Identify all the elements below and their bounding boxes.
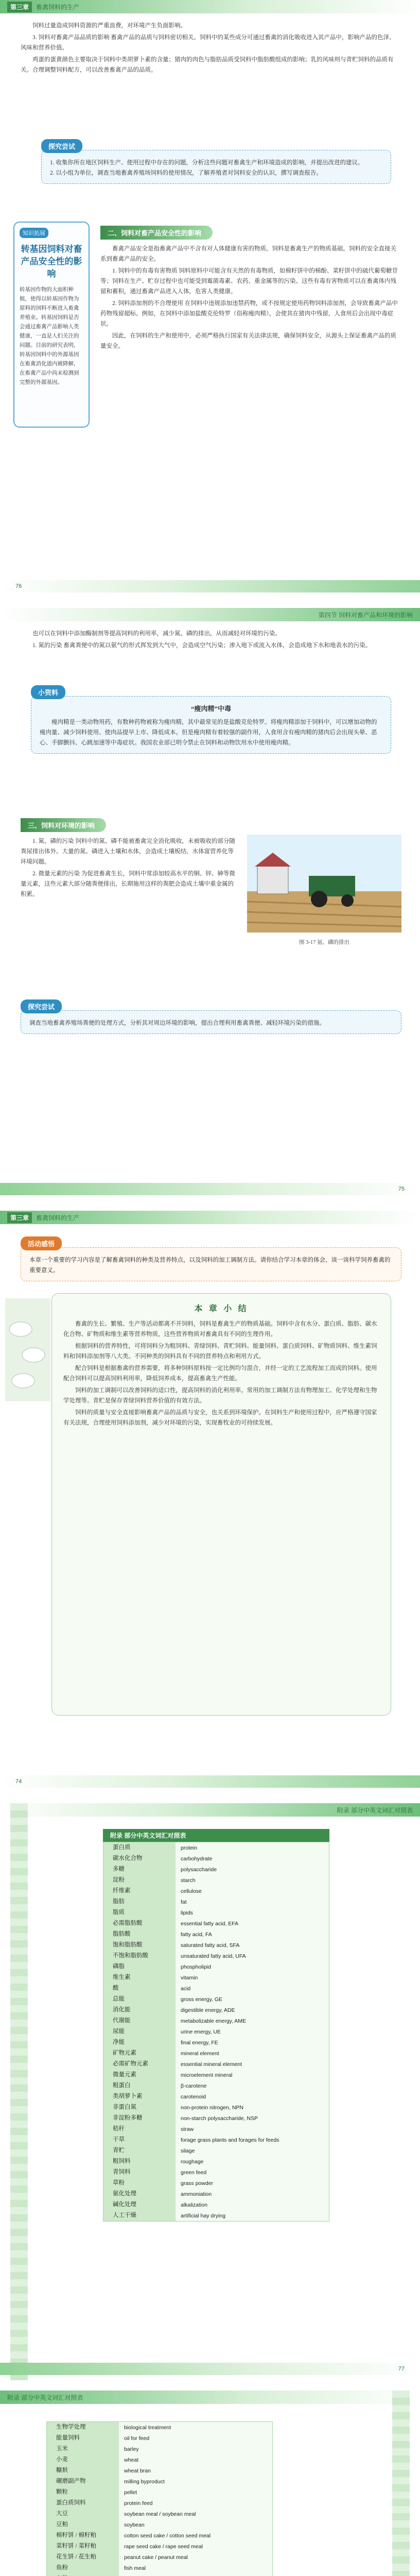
- figure-caption: 图 3-17 氨、磷的排出: [299, 940, 349, 945]
- glossary-term-en: metabolizable energy, AME: [181, 2018, 247, 2024]
- paragraph: 也可以在饲料中添加酶制剂等提高饲料的利用率，减少氮、磷的排出，从而减轻对环境的污染。: [32, 631, 281, 637]
- glossary-term-zh: 草粉: [103, 2178, 176, 2189]
- glossary-row: [103, 2199, 329, 2210]
- paragraph: 1. 氮、磷的污染 饲料中的氮、磷不能被畜禽完全消化吸收，未被吸收的部分随粪尿排出体外。大量的氮、磷进入土壤和水体，会造成土壤板结、水体富营养化等环境问题。: [21, 838, 235, 865]
- glossary-row: [103, 1940, 329, 1951]
- small-info-subtitle: “瘦肉精”中毒: [190, 705, 231, 713]
- summary-box: [51, 1293, 391, 1716]
- glossary-term-en: protein: [181, 1844, 198, 1851]
- glossary-term-zh: 脂质: [103, 1907, 176, 1918]
- section-header: 第四节 饲料对畜产品和环境的影响: [318, 611, 413, 619]
- figure: [247, 835, 401, 948]
- glossary-row: [47, 2498, 272, 2509]
- glossary-term-zh: 淀粉: [103, 1875, 176, 1886]
- glossary-row: [103, 2124, 329, 2134]
- glossary-term-zh: 代谢能: [103, 2015, 176, 2026]
- glossary-term-zh: 粗饲料: [103, 2156, 176, 2167]
- glossary-term-zh: 微量元素: [103, 2070, 176, 2080]
- glossary-row: [103, 2178, 329, 2189]
- small-info-text: 瘦肉精是一类动物用药，有数种药物被称为瘦肉精，其中最常见的是盐酸克伦特罗。将瘦肉精添加于饲料中，可以增加动物的瘦肉量、减少饲料使用、使肉品提早上市、降低成本。但是瘦肉精有着较强的副作用，人食用含有瘦肉精的猪肉后会出现头晕、恶心、手脚颤抖、心跳加速等中毒症状。我国农业部已明令禁止在饲料和动物饮用水中使用瘦肉精。: [40, 719, 377, 746]
- appendix-header: 附录 部分中英文词汇对照表: [7, 2394, 83, 2401]
- page-header: [0, 608, 420, 621]
- glossary-row: [103, 2134, 329, 2145]
- glossary-term-en: cellulose: [181, 1888, 202, 1894]
- glossary-row: [103, 2048, 329, 2059]
- glossary-term-en: fish meal: [124, 2565, 146, 2571]
- sidebar-text: 转基因作物的大面积种植，使得以转基因作物为原料的饲料不断进入畜禽养殖业。转基因饲料是否会通过畜禽产品影响人类健康，一直是人们关注的问题。目前的研究表明，转基因饲料中的外源基因在畜禽消化道内被降解，在畜禽产品中尚未检测到完整的外源基因。: [20, 287, 79, 385]
- glossary-term-en: roughage: [181, 2158, 204, 2165]
- page-header: [0, 1803, 420, 1817]
- glossary-table: [46, 2421, 273, 2576]
- small-info-box: [31, 685, 391, 754]
- glossary-term-zh: 酸: [103, 1983, 176, 1994]
- glossary-row: [103, 1907, 329, 1918]
- glossary-row: [103, 1918, 329, 1929]
- glossary-term-zh: 净能: [103, 2037, 176, 2048]
- paragraph: 鸡蛋的蛋黄颜色主要取决于饲料中类胡萝卜素的含量；猪肉的肉色与脂肪品质受饲料中脂肪酸组成的影响；乳的风味则与青贮饲料的品质有关。合理调整饲料配方，可以改善畜禽产品的品质。: [21, 57, 394, 73]
- activity-text: 本章一个重要的学习内容是了解畜禽饲料的种类及营养特点，以及饲料的加工调制方法。请你结合学习本章的体会，谈一谈科学饲养畜禽的重要意义。: [21, 1247, 401, 1281]
- inquiry-text: 1. 收集你所在地区饲料生产、使用过程中存在的问题，分析这些问题对畜禽生产和环境造成的影响，并提出改进的建议。 2. 以小组为单位，调查当地畜禽养殖场饲料的使用情况，了解养殖者对饲料安全的认识，撰写调查报告。: [41, 150, 391, 184]
- glossary-row: [103, 1961, 329, 1972]
- glossary-term-zh: 豆粕: [47, 2519, 119, 2530]
- glossary-term-zh: 颗粒: [47, 2487, 119, 2498]
- glossary-term-zh: 必需矿物元素: [103, 2059, 176, 2070]
- glossary-row: [103, 1896, 329, 1907]
- glossary-row: [103, 2102, 329, 2113]
- page-header: [0, 2391, 420, 2404]
- chapter-title: 畜禽饲料的生产: [36, 3, 80, 11]
- glossary-term-en: non-protein nitrogen, NPN: [181, 2104, 243, 2111]
- glossary-term-zh: 消化能: [103, 2005, 176, 2015]
- glossary-term-zh: 干草: [103, 2134, 176, 2145]
- summary-paragraph: 饲料的质量与安全直接影响畜禽产品的品质与安全，也关系到环境保护。在饲料生产和使用过程中，应严格遵守国家有关法规，合理使用饲料添加剂，减少对环境的污染，实现畜牧业的可持续发展。: [63, 1410, 377, 1426]
- glossary-term-zh: [47, 2573, 119, 2576]
- glossary-term-zh: 棉籽饼 / 棉籽粕: [47, 2530, 119, 2541]
- glossary-row: [103, 1972, 329, 1983]
- glossary-term-zh: 非淀粉多糖: [103, 2113, 176, 2124]
- glossary-row: [103, 2026, 329, 2037]
- glossary-row: [103, 2113, 329, 2124]
- glossary-term-zh: 生物学处理: [47, 2422, 119, 2433]
- activity-title: 活动感悟: [21, 1236, 62, 1250]
- glossary-term-zh: 人工干燥: [103, 2210, 176, 2221]
- glossary-term-en: essential fatty acid, EFA: [181, 1920, 239, 1927]
- glossary-table: [103, 1842, 329, 2222]
- paragraph: 3. 饲料对畜禽产品品质的影响 畜禽产品的品质与饲料密切相关。饲料中的某些成分可通过畜禽的消化吸收进入其产品中，影响产品的色泽、风味和营养价值。: [21, 35, 395, 51]
- page-2: [0, 608, 420, 1200]
- glossary-term-zh: 能量饲料: [47, 2433, 119, 2444]
- glossary-term-en: mineral element: [181, 2050, 219, 2057]
- glossary-term-en: soybean meal / soybean meal: [124, 2511, 196, 2517]
- glossary-term-en: lipids: [181, 1909, 193, 1916]
- glossary-row: [47, 2530, 272, 2541]
- glossary-term-en: urine energy, UE: [181, 2028, 221, 2035]
- glossary-term-zh: 尿能: [103, 2026, 176, 2037]
- glossary-term-zh: 矿物元素: [103, 2048, 176, 2059]
- glossary-term-en: microelement mineral: [181, 2072, 233, 2078]
- glossary-term-en: green feed: [181, 2169, 207, 2176]
- glossary-row: [103, 1929, 329, 1940]
- glossary-term-en: pellet: [124, 2489, 137, 2496]
- farm-illustration: [247, 835, 401, 933]
- glossary-row: [47, 2433, 272, 2444]
- inquiry-title: 探究尝试: [41, 139, 82, 153]
- page-5: [0, 2391, 420, 2576]
- glossary-term-en: starch: [181, 1877, 196, 1884]
- glossary-row: [47, 2563, 272, 2573]
- glossary-row: [103, 2070, 329, 2080]
- glossary-term-en: grass powder: [181, 2180, 214, 2187]
- summary-paragraph: 根据饲料的营养特性，可将饲料分为粗饲料、青绿饲料、青贮饲料、能量饲料、蛋白质饲料、矿物质饲料、维生素饲料和饲料添加剂等八大类。不同种类的饲料具有不同的营养特点和利用方式。: [63, 1343, 377, 1360]
- sidebar-label: 知识拓展: [20, 228, 48, 238]
- glossary-term-zh: 碳水化合物: [103, 1853, 176, 1864]
- glossary-row: [103, 2037, 329, 2048]
- paragraph: 2. 微量元素的污染 为促进畜禽生长，饲料中常添加较高水平的铜、锌、砷等微量元素，这些元素大部分随粪便排出，长期施用这样的粪肥会造成土壤中重金属的积累。: [21, 871, 235, 897]
- glossary-row: [103, 2091, 329, 2102]
- glossary-term-en: ammoniation: [181, 2191, 212, 2197]
- glossary-term-en: oil for feed: [124, 2435, 150, 2442]
- glossary-row: [103, 1994, 329, 2005]
- inquiry-box: [41, 139, 391, 184]
- page-header: [0, 0, 420, 13]
- page-footer: [0, 1183, 420, 1195]
- page-footer: [0, 2363, 420, 2375]
- glossary-term-en: forage grass plants and forages for feeds: [181, 2137, 279, 2143]
- glossary-term-en: artificial hay drying: [181, 2212, 225, 2219]
- glossary-term-en: barley: [124, 2446, 139, 2452]
- page-number: 75: [398, 1186, 405, 1192]
- glossary-term-en: polysaccharide: [181, 1866, 217, 1873]
- glossary-row: [47, 2519, 272, 2530]
- sidebar-title: 转基因饲料对畜产品安全性的影响: [21, 244, 82, 279]
- glossary-term-en: protein feed: [124, 2500, 153, 2506]
- glossary-term-en: acid: [181, 1985, 191, 1992]
- glossary-term-en: cotton seed cake / cotton seed meal: [124, 2532, 211, 2539]
- glossary-term-zh: 多糖: [103, 1864, 176, 1875]
- glossary-term-en: saturated fatty acid, SFA: [181, 1942, 240, 1948]
- glossary-term-zh: 碱化处理: [103, 2199, 176, 2210]
- glossary-term-zh: 碾磨副产物: [47, 2476, 119, 2487]
- glossary-row: [47, 2573, 272, 2576]
- glossary-row: [103, 1864, 329, 1875]
- glossary-term-en: phospholipid: [181, 1963, 211, 1970]
- glossary-term-zh: 饱和脂肪酸: [103, 1940, 176, 1951]
- inquiry-box: [21, 999, 401, 1034]
- chapter-label: 第三章: [7, 1212, 32, 1223]
- glossary-term-en: fat: [181, 1899, 187, 1905]
- glossary-term-zh: 花生饼 / 花生粕: [47, 2552, 119, 2563]
- activity-box: [21, 1236, 401, 1281]
- glossary-row: [47, 2476, 272, 2487]
- glossary-row: [103, 2005, 329, 2015]
- glossary-term-zh: 必需脂肪酸: [103, 1918, 176, 1929]
- glossary-term-zh: 脂肪: [103, 1896, 176, 1907]
- section-title: 三、饲料对环境的影响: [21, 818, 106, 832]
- glossary-term-zh: 类胡萝卜素: [103, 2091, 176, 2102]
- glossary: [103, 1829, 329, 2222]
- page-header: [0, 1211, 420, 1224]
- glossary-term-zh: 粗蛋白: [103, 2080, 176, 2091]
- glossary-term-zh: 磷脂: [103, 1961, 176, 1972]
- summary-title: 本 章 小 结: [194, 1304, 249, 1313]
- glossary-term-en: non-starch polysaccharide, NSP: [181, 2115, 258, 2122]
- paragraph: 1. 饲料中的有毒有害物质 饲料原料中可能含有天然的有毒物质，如棉籽饼中的棉酚、菜籽饼中的硫代葡萄糖苷等；饲料在生产、贮存过程中也可能受到霉菌毒素、农药、重金属等的污染。这些有毒有害物质可以在畜禽体内残留和蓄积，通过畜禽产品进入人体，危害人类健康。: [100, 268, 398, 295]
- glossary-term-en: carbohydrate: [181, 1855, 213, 1862]
- glossary-row: [47, 2422, 272, 2433]
- glossary-row: [103, 1842, 329, 1853]
- glossary-term-en: alkalization: [181, 2201, 207, 2208]
- glossary-term-zh: 鱼粉: [47, 2563, 119, 2573]
- glossary-term-zh: 蛋白质饲料: [47, 2498, 119, 2509]
- glossary-term-en: carotenoid: [181, 2093, 206, 2100]
- glossary-term-zh: 维生素: [103, 1972, 176, 1983]
- glossary-row: [103, 2015, 329, 2026]
- decorative-vine: [10, 1803, 28, 2380]
- page-number: 77: [398, 2366, 405, 2372]
- glossary-row: [47, 2552, 272, 2563]
- glossary-row: [103, 2167, 329, 2178]
- summary-paragraph: 配合饲料是根据畜禽的营养需要，将多种饲料原料按一定比例均匀混合，并经一定的工艺流程加工而成的饲料。使用配合饲料可以提高饲料利用率，降低饲养成本，提高畜禽生产性能。: [63, 1365, 377, 1382]
- glossary-term-zh: 大豆: [47, 2509, 119, 2519]
- glossary-row: [103, 2156, 329, 2167]
- glossary-term-en: essential mineral element: [181, 2061, 242, 2067]
- glossary-term-en: wheat: [124, 2456, 139, 2463]
- glossary-row: [103, 2059, 329, 2070]
- page-1: [0, 0, 420, 598]
- glossary-row: [47, 2487, 272, 2498]
- appendix-header: 附录 部分中英文词汇对照表: [337, 1806, 413, 1814]
- glossary-row: [47, 2541, 272, 2552]
- paragraph: 畜禽产品安全是指畜禽产品中不含有对人体健康有害的物质。饲料是畜禽生产的物质基础，饲料的安全直接关系到畜禽产品的安全。: [100, 246, 396, 262]
- page-footer: [0, 1775, 420, 1788]
- page-3: [0, 1211, 420, 1793]
- glossary-term-zh: 玉米: [47, 2444, 119, 2454]
- glossary-row: [103, 2080, 329, 2091]
- glossary-term-en: digestible energy, ADE: [181, 2007, 235, 2013]
- paragraph: 饲料过量造成饲料资源的严重浪费，对环境产生负面影响。: [32, 23, 186, 29]
- glossary-term-zh: 总能: [103, 1994, 176, 2005]
- glossary-term-zh: 糠麸: [47, 2465, 119, 2476]
- page-number: 74: [15, 1778, 22, 1785]
- glossary-term-en: biological treatment: [124, 2424, 171, 2431]
- glossary-row: [103, 1853, 329, 1864]
- glossary-term-en: milling byproduct: [124, 2478, 165, 2485]
- glossary-row: [103, 1886, 329, 1896]
- glossary-row: [103, 2145, 329, 2156]
- glossary-term-zh: 小麦: [47, 2454, 119, 2465]
- glossary-term-en: silage: [181, 2147, 195, 2154]
- chapter-title: 畜禽饲料的生产: [36, 1214, 80, 1222]
- glossary-row: [103, 2189, 329, 2199]
- glossary-term-zh: 非蛋白氮: [103, 2102, 176, 2113]
- summary-paragraph: 饲料的加工调制可以改善饲料的适口性，提高饲料的消化利用率。常用的加工调制方法有物理加工、化学处理和生物学处理等。青贮是保存青绿饲料营养价值的有效方法。: [63, 1387, 377, 1404]
- inquiry-title: 探究尝试: [21, 999, 62, 1013]
- glossary-term-zh: 不饱和脂肪酸: [103, 1951, 176, 1961]
- glossary-row: [103, 1875, 329, 1886]
- sidebar-box: [13, 222, 90, 428]
- glossary-term-en: final energy, FE: [181, 2039, 218, 2046]
- glossary-row: [103, 2210, 329, 2221]
- small-info-title: 小资料: [31, 685, 65, 699]
- page-number: 76: [15, 583, 22, 589]
- glossary-term-en: vitamin: [181, 1974, 198, 1981]
- glossary-term-zh: 青饲料: [103, 2167, 176, 2178]
- page-4: [0, 1803, 420, 2380]
- glossary-term-en: fatty acid, FA: [181, 1931, 212, 1938]
- glossary-term-en: soybean: [124, 2521, 145, 2528]
- decorative-vine: [392, 2391, 410, 2576]
- glossary-term-en: unsaturated fatty acid, UFA: [181, 1953, 246, 1959]
- geese-illustration: [5, 1298, 50, 1401]
- glossary-row: [103, 1983, 329, 1994]
- glossary-row: [47, 2465, 272, 2476]
- inquiry-text: 调查当地畜禽养殖场粪便的处理方式，分析其对周边环境的影响，提出合理利用畜禽粪便、减轻环境污染的措施。: [21, 1010, 401, 1034]
- glossary-row: [103, 1951, 329, 1961]
- glossary-term-zh: 氨化处理: [103, 2189, 176, 2199]
- glossary-term-en: β-carotene: [181, 2082, 207, 2089]
- glossary-term-zh: 脂肪酸: [103, 1929, 176, 1940]
- glossary-term-en: straw: [181, 2126, 194, 2132]
- chapter-label: 第三章: [7, 2, 32, 12]
- glossary-term-en: peanut cake / peanut meal: [124, 2554, 188, 2561]
- glossary-title: 附录 部分中英文词汇对照表: [103, 1829, 329, 1842]
- glossary-term-zh: 蛋白质: [103, 1842, 176, 1853]
- glossary-term-zh: 纤维素: [103, 1886, 176, 1896]
- summary-paragraph: 畜禽的生长、繁殖、生产等活动都离不开饲料，饲料是畜禽生产的物质基础。饲料中含有水分、蛋白质、脂肪、碳水化合物、矿物质和维生素等营养物质，这些营养物质对畜禽具有不同的生理作用。: [63, 1321, 377, 1337]
- glossary-term-zh: 菜籽饼 / 菜籽粕: [47, 2541, 119, 2552]
- glossary-term-en: gross energy, GE: [181, 1996, 222, 2003]
- paragraph: 因此，在饲料的生产和使用中，必须严格执行国家有关法律法规，确保饲料安全，从源头上保证畜禽产品的质量安全。: [100, 333, 396, 349]
- glossary-term-zh: 秸秆: [103, 2124, 176, 2134]
- paragraph: 1. 氮的污染 畜禽粪便中的氮以氨气的形式挥发到大气中，会造成空气污染；渗入地下或流入水体，会造成地下水和地表水的污染。: [32, 642, 372, 649]
- paragraph: 2. 饲料添加剂的不合理使用 在饲料中违规添加违禁药物，或不按规定使用药物饲料添加剂，会导致畜禽产品中药物残留超标。例如，在饲料中添加盐酸克伦特罗（俗称瘦肉精），会使其在猪肉中残留，人食用后会出现中毒症状。: [100, 300, 398, 327]
- page-footer: [0, 580, 420, 592]
- glossary-row: [47, 2444, 272, 2454]
- glossary-term-en: wheat bran: [124, 2467, 151, 2474]
- glossary-term-zh: 青贮: [103, 2145, 176, 2156]
- glossary-term-en: rape seed cake / rape seed meal: [124, 2543, 203, 2550]
- glossary-row: [47, 2509, 272, 2519]
- glossary-row: [47, 2454, 272, 2465]
- glossary: [46, 2421, 273, 2576]
- section-title: 二、饲料对畜产品安全性的影响: [100, 226, 213, 240]
